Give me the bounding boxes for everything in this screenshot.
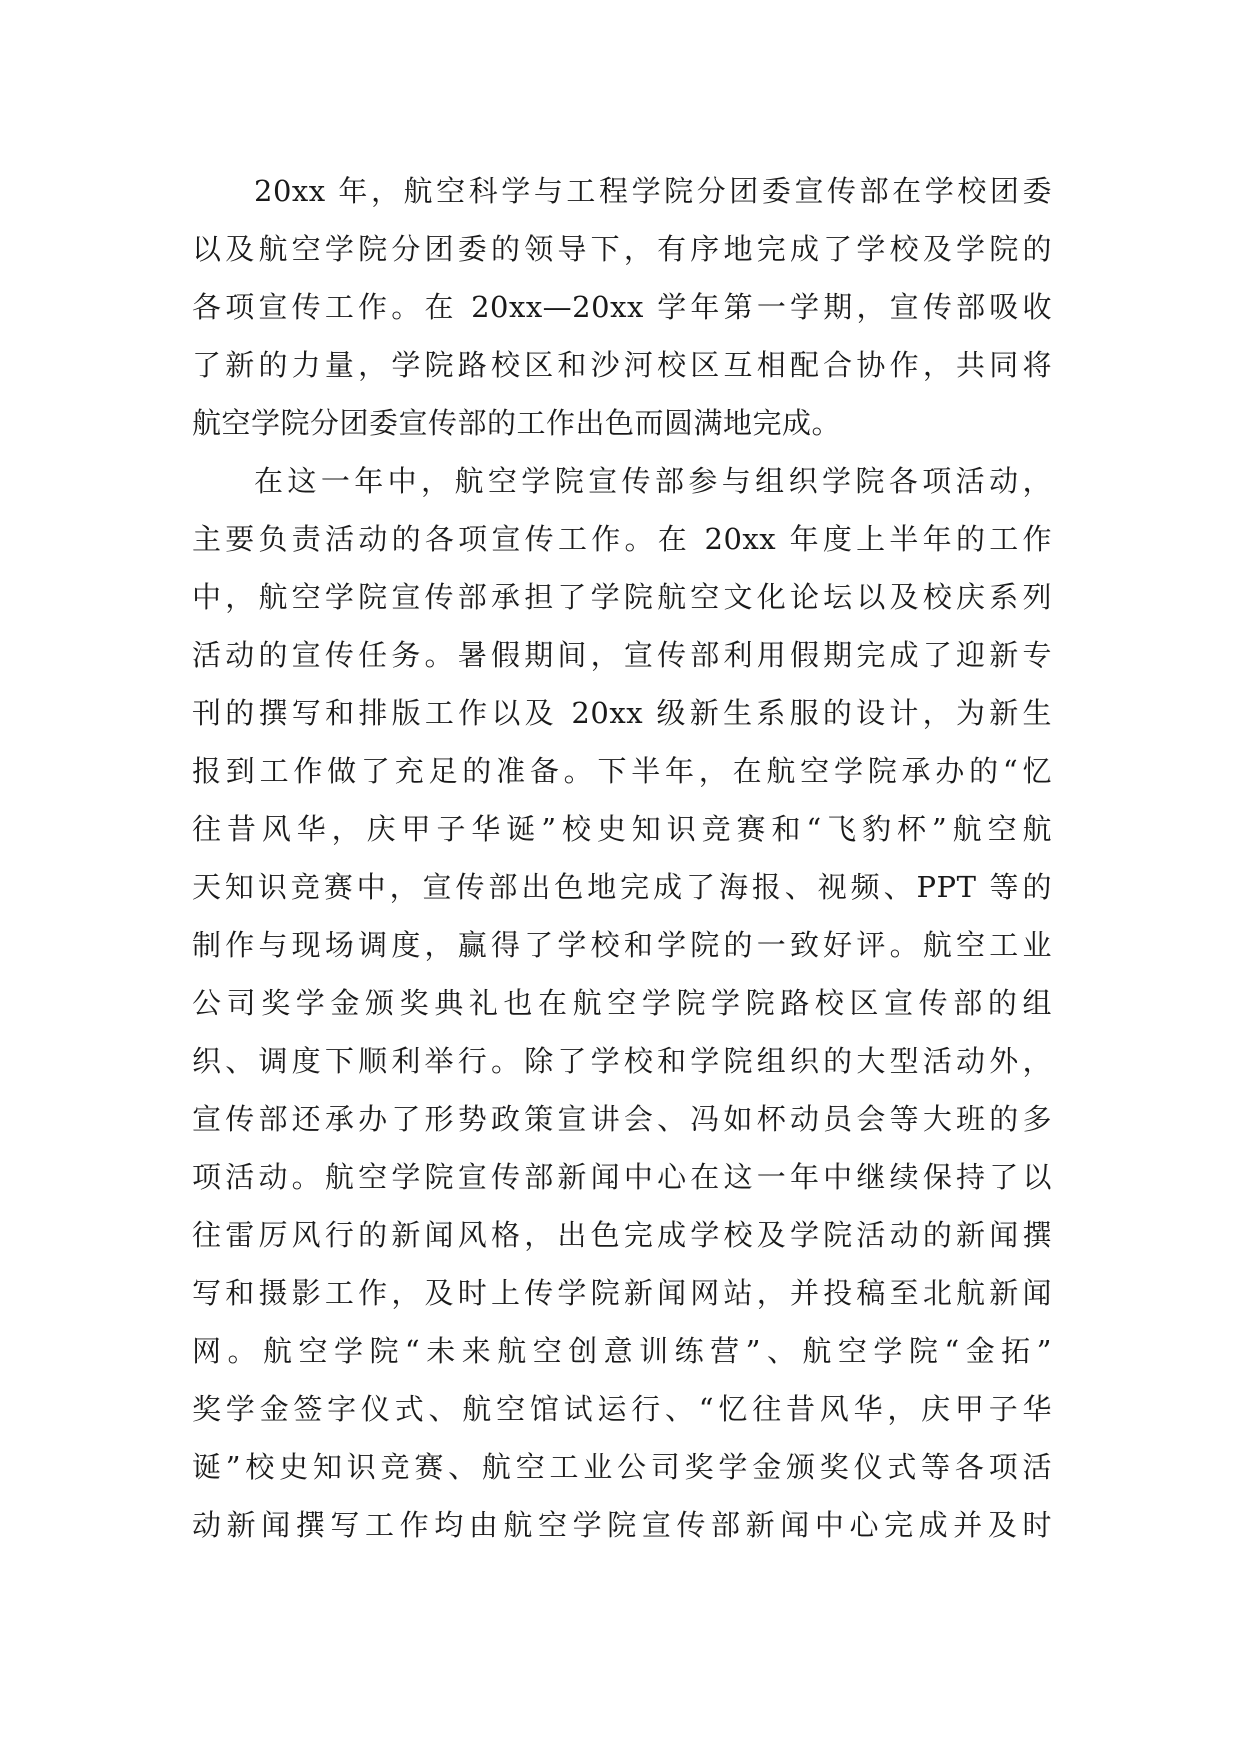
- paragraph-2-line-15: 写和摄影工作，及时上传学院新闻网站，并投稿至北航新闻: [192, 1276, 1052, 1310]
- paragraph-2-line-3: 中，航空学院宣传部承担了学院航空文化论坛以及校庆系列: [192, 580, 1052, 614]
- paragraph-1-line-1: 20xx 年，航空科学与工程学院分团委宣传部在学校团委: [254, 174, 1052, 208]
- paragraph-2-line-7: 往昔风华，庆甲子华诞”校史知识竞赛和“飞豹杯”航空航: [192, 812, 1052, 846]
- paragraph-2-line-9: 制作与现场调度，赢得了学校和学院的一致好评。航空工业: [192, 928, 1052, 962]
- paragraph-2-line-8: 天知识竞赛中，宣传部出色地完成了海报、视频、PPT 等的: [192, 870, 1052, 904]
- paragraph-2-line-12: 宣传部还承办了形势政策宣讲会、冯如杯动员会等大班的多: [192, 1102, 1052, 1136]
- paragraph-2-line-2: 主要负责活动的各项宣传工作。在 20xx 年度上半年的工作: [192, 522, 1052, 556]
- paragraph-1-line-2: 以及航空学院分团委的领导下，有序地完成了学校及学院的: [192, 232, 1052, 266]
- paragraph-2-line-1: 在这一年中，航空学院宣传部参与组织学院各项活动，: [254, 464, 1052, 498]
- paragraph-2-line-5: 刊的撰写和排版工作以及 20xx 级新生系服的设计，为新生: [192, 696, 1052, 730]
- paragraph-2-line-10: 公司奖学金颁奖典礼也在航空学院学院路校区宣传部的组: [192, 986, 1052, 1020]
- paragraph-1-line-5: 航空学院分团委宣传部的工作出色而圆满地完成。: [192, 406, 842, 440]
- paragraph-1-line-4: 了新的力量，学院路校区和沙河校区互相配合协作，共同将: [192, 348, 1052, 382]
- paragraph-2-line-17: 奖学金签字仪式、航空馆试运行、“忆往昔风华，庆甲子华: [192, 1392, 1052, 1426]
- paragraph-2-line-6: 报到工作做了充足的准备。下半年，在航空学院承办的“忆: [192, 754, 1052, 788]
- paragraph-2-line-14: 往雷厉风行的新闻风格，出色完成学校及学院活动的新闻撰: [192, 1218, 1052, 1252]
- paragraph-2-line-19: 动新闻撰写工作均由航空学院宣传部新闻中心完成并及时: [192, 1508, 1052, 1542]
- paragraph-2-line-13: 项活动。航空学院宣传部新闻中心在这一年中继续保持了以: [192, 1160, 1052, 1194]
- paragraph-2-line-18: 诞”校史知识竞赛、航空工业公司奖学金颁奖仪式等各项活: [192, 1450, 1052, 1484]
- paragraph-1-line-3: 各项宣传工作。在 20xx—20xx 学年第一学期，宣传部吸收: [192, 290, 1052, 324]
- paragraph-2-line-16: 网。航空学院“未来航空创意训练营”、航空学院“金拓”: [192, 1334, 1052, 1368]
- paragraph-2-line-11: 织、调度下顺利举行。除了学校和学院组织的大型活动外，: [192, 1044, 1052, 1078]
- paragraph-2-line-4: 活动的宣传任务。暑假期间，宣传部利用假期完成了迎新专: [192, 638, 1052, 672]
- body-text: [192, 162, 1052, 1554]
